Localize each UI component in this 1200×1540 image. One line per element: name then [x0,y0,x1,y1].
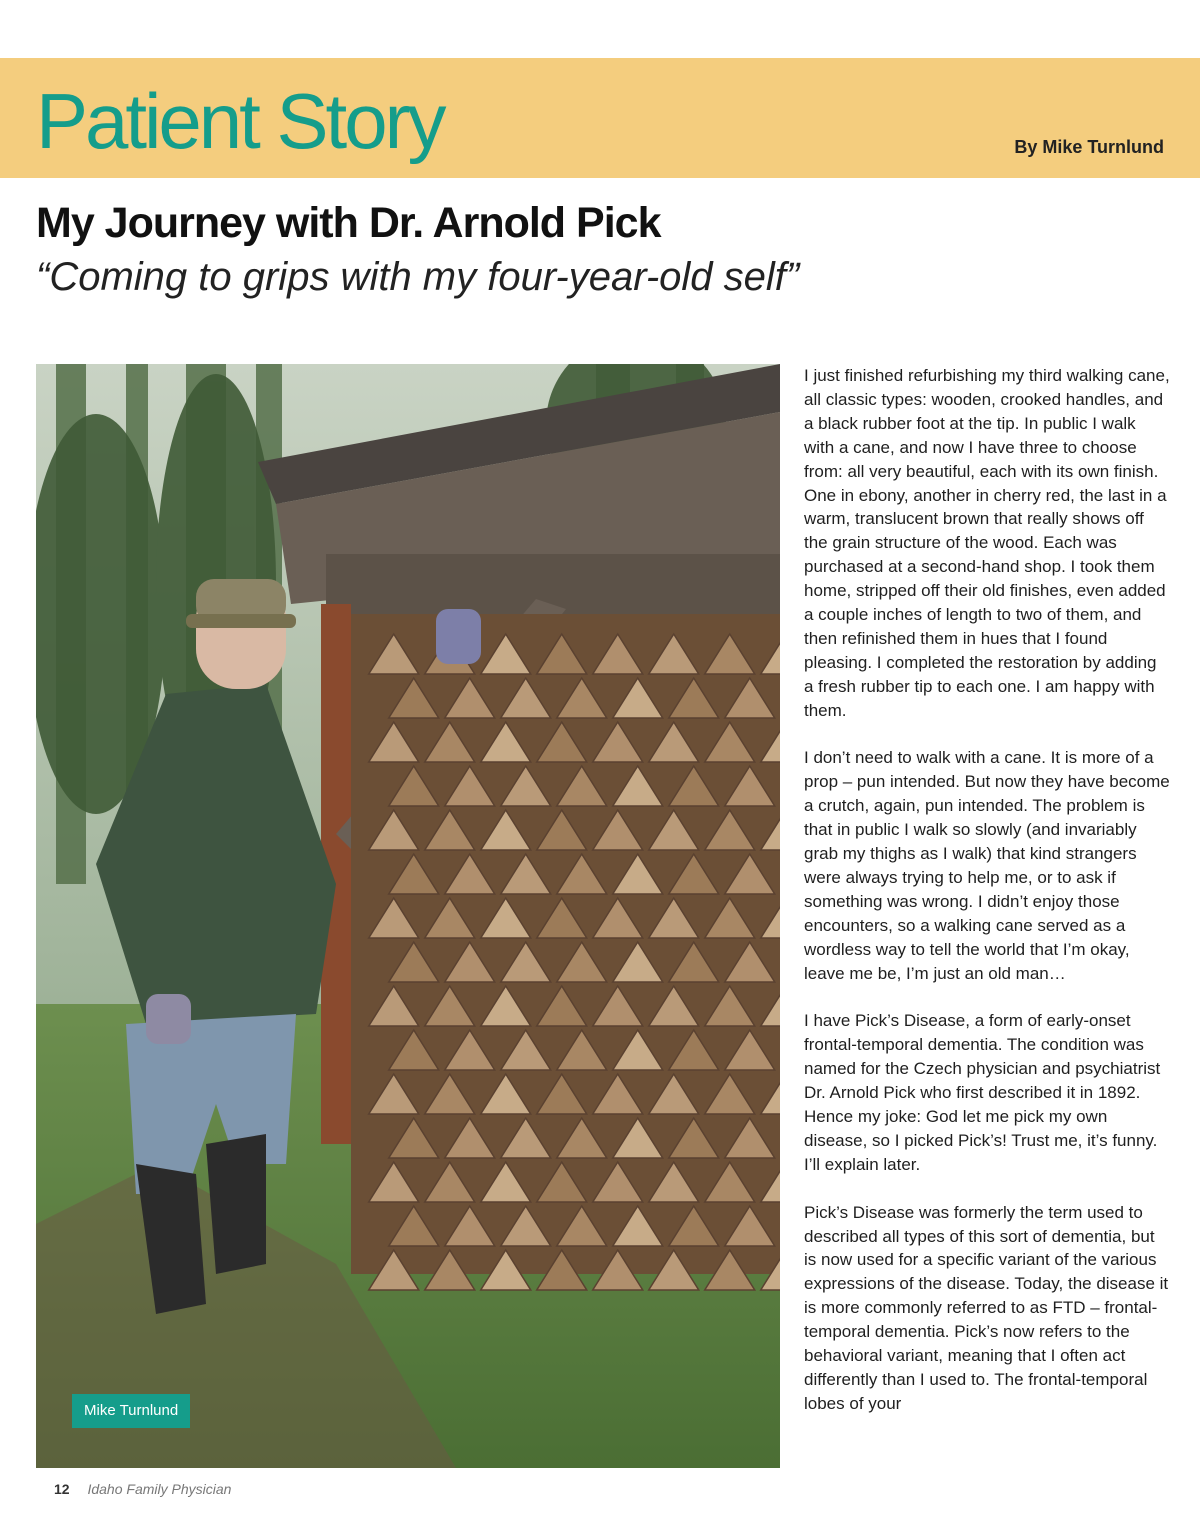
section-title: Patient Story [36,77,444,165]
page-number: 12 [54,1481,70,1497]
publication-name: Idaho Family Physician [87,1481,232,1497]
photo-caption: Mike Turnlund [72,1394,190,1428]
article-paragraph: I have Pick’s Disease, a form of early-onset frontal-temporal dementia. The condition was named for the Czech physician and psychiatrist Dr. Arnold Pick who first described it in 1892. Hence my joke: God let me pick my own disease, so I picked Pick’s! Trust me, it’s funny. I’ll explain later. [804,1011,1161,1174]
byline: By Mike Turnlund [1014,137,1164,157]
article-photo [36,364,780,1468]
article-paragraph: I just finished refurbishing my third walking cane, all classic types: wooden, crooked handles, and a black rubber foot at the tip. In public I walk with a cane, and now I have three to choose from: all very beautiful, each with its own finish. One in ebony, another in cherry red, the last in a warm, translucent brown that really shows off the grain structure of the wood. Each was purchased at a second-hand shop. I took them home, stripped off their old finishes, even added a couple inches of length to two of them, and then refinished them in hues that I found pleasing. I completed the restoration by adding a fresh rubber tip to each one. I am happy with them. [804,366,1170,720]
article-title: My Journey with Dr. Arnold Pick [36,199,661,247]
article-paragraph: I don’t need to walk with a cane. It is more of a prop – pun intended. But now they have become a crutch, again, pun intended. The problem is that in public I walk so slowly (and invariably grab my thighs as I walk) that kind strangers were always trying to help me, or to ask if something was wrong. I didn’t enjoy those encounters, so a walking cane served as a wordless way to tell the world that I’m okay, leave me be, I’m just an old man… [804,748,1170,983]
page-footer [54,1481,231,1497]
article-body [804,364,1170,1440]
article-subtitle: “Coming to grips with my four-year-old self” [36,255,800,299]
article-paragraph: Pick’s Disease was formerly the term used to described all types of this sort of dementia, but is now used for a specific variant of the various expressions of the disease. Today, the disease it is more commonly referred to as FTD – frontal-temporal dementia. Pick’s now refers to the behavioral variant, meaning that I often act differently than I used to. The frontal-temporal lobes of your [804,1202,1169,1413]
